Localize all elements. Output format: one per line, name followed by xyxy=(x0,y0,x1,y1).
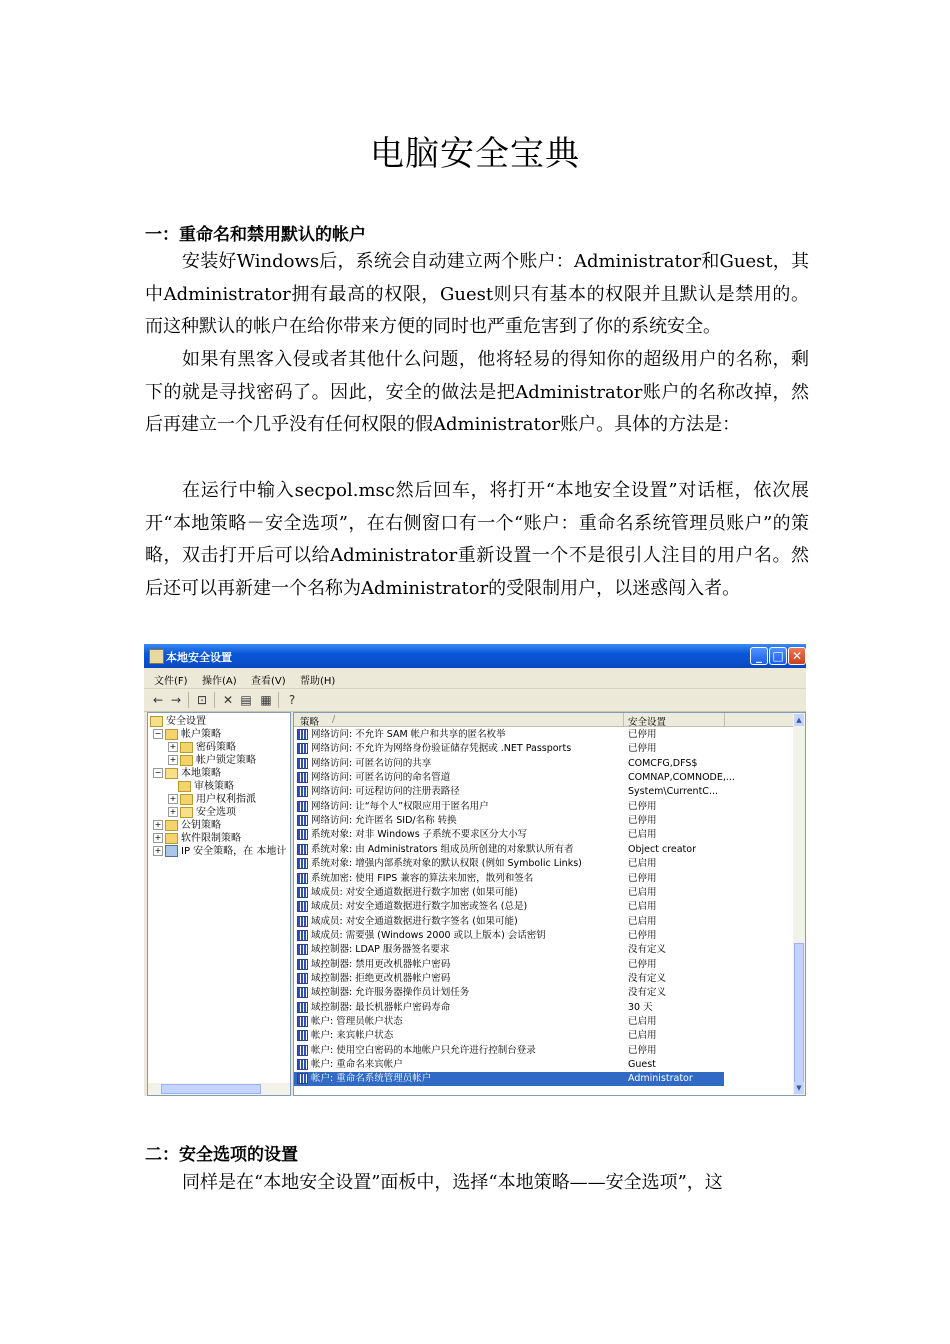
table-row[interactable] xyxy=(294,886,794,900)
table-row[interactable] xyxy=(294,1058,794,1072)
app-icon xyxy=(149,649,164,664)
back-icon[interactable]: ← xyxy=(152,693,164,707)
folder-icon xyxy=(165,820,178,831)
section-heading-1: 一：重命名和禁用默认的帐户 xyxy=(145,225,366,245)
table-row[interactable] xyxy=(294,1029,794,1043)
table-row[interactable] xyxy=(294,857,794,871)
table-row[interactable] xyxy=(294,771,794,785)
policy-name: 系统对象: 由 Administrators 组成员所创建的对象默认所有者 xyxy=(311,843,574,855)
policy-icon xyxy=(297,815,308,826)
scroll-thumb[interactable] xyxy=(161,1084,261,1094)
policy-setting: 已停用 xyxy=(628,743,657,755)
policy-name: 网络访问: 让“每个人”权限应用于匿名用户 xyxy=(311,800,489,812)
toolbar xyxy=(144,689,806,712)
table-row[interactable] xyxy=(294,972,794,986)
tree-item-local-policies[interactable]: − 本地策略 xyxy=(154,768,221,779)
policy-name: 网络访问: 不允许为网络身份验证储存凭据或 .NET Passports xyxy=(311,743,572,755)
policy-name: 网络访问: 可匿名访问的共享 xyxy=(311,757,432,769)
table-row[interactable] xyxy=(294,1015,794,1029)
policy-icon xyxy=(297,729,308,740)
collapse-icon[interactable]: − xyxy=(154,729,162,738)
policy-list-pane xyxy=(293,712,806,1096)
page-title: 电脑安全宝典 xyxy=(370,134,580,174)
policy-setting: 30 天 xyxy=(628,1001,653,1013)
folder-icon xyxy=(165,768,178,779)
policy-name: 域控制器: 拒绝更改机器帐户密码 xyxy=(311,972,451,984)
table-row[interactable] xyxy=(294,958,794,972)
policy-icon xyxy=(297,1073,308,1084)
table-row[interactable] xyxy=(294,828,794,842)
tree-item-account-lockout[interactable]: + 帐户锁定策略 xyxy=(169,755,256,766)
policy-setting: 已停用 xyxy=(628,929,657,941)
policy-name: 域成员: 对安全通道数据进行数字签名 (如果可能) xyxy=(311,915,518,927)
policy-name: 域成员: 对安全通道数据进行数字加密或签名 (总是) xyxy=(311,901,528,913)
policy-icon xyxy=(297,1030,308,1041)
paragraph-2: 如果有黑客入侵或者其他什么问题，他将轻易的得知你的超级用户的名称，剩下的就是寻找密码了。因此，安全的做法是把Administrator账户的名称改掉，然后再建立一个几乎没有任何权限的假Administrator账户。具体的方法是： xyxy=(145,349,809,436)
tree-item-security-options[interactable]: + 安全选项 xyxy=(169,807,236,818)
column-header-policy[interactable]: 策略 xyxy=(300,717,320,728)
policy-setting: 已停用 xyxy=(628,872,657,884)
policy-name: 帐户: 来宾帐户状态 xyxy=(311,1030,394,1042)
folder-icon xyxy=(180,755,193,766)
table-row[interactable] xyxy=(294,742,794,756)
table-row[interactable] xyxy=(294,785,794,799)
policy-setting: COMCFG,DFS$ xyxy=(628,757,698,769)
local-security-settings-window xyxy=(144,644,806,1096)
list-header xyxy=(294,713,794,727)
folder-icon xyxy=(178,781,191,792)
menu-bar xyxy=(144,668,806,689)
table-row[interactable] xyxy=(294,929,794,943)
policy-setting: 没有定义 xyxy=(628,987,667,999)
toolbar-separator xyxy=(278,692,279,708)
list-vertical-scrollbar[interactable] xyxy=(793,713,805,1095)
maximize-icon[interactable]: □ xyxy=(769,647,787,665)
expand-icon[interactable]: + xyxy=(154,820,162,829)
policy-name: 网络访问: 可远程访问的注册表路径 xyxy=(311,786,460,798)
policy-setting: System\CurrentC... xyxy=(628,786,718,798)
policy-setting: 已启用 xyxy=(628,829,657,841)
policy-icon xyxy=(297,1045,308,1056)
toolbar-separator xyxy=(214,692,215,708)
table-row[interactable] xyxy=(294,800,794,814)
menu-action[interactable]: 操作(A) xyxy=(202,676,237,687)
paragraph-3: 在运行中输入secpol.msc然后回车，将打开“本地安全设置”对话框，依次展开“本地策略－安全选项”，在右侧窗口有一个“账户：重命名系统管理员账户”的策略，双击打开后可以给Administrator重新设置一个不是很引人注目的用户名。然后还可以再新建一个名称为Administrator的受限制用户，以迷惑闯入者。 xyxy=(145,480,809,599)
policy-setting: 已停用 xyxy=(628,958,657,970)
policy-name: 网络访问: 允许匿名 SID/名称 转换 xyxy=(311,815,457,827)
policy-icon xyxy=(297,887,308,898)
window-title: 本地安全设置 xyxy=(166,651,232,664)
scroll-down-icon[interactable]: ▼ xyxy=(794,1082,804,1094)
policy-icon xyxy=(297,844,308,855)
table-row[interactable] xyxy=(294,872,794,886)
tree-item-public-key[interactable]: + 公钥策略 xyxy=(154,820,221,831)
up-folder-icon[interactable]: ⊡ xyxy=(196,693,208,707)
policy-setting: 已启用 xyxy=(628,886,657,898)
policy-name: 域控制器: LDAP 服务器签名要求 xyxy=(311,944,450,956)
tree-item-security-settings[interactable]: 安全设置 xyxy=(150,715,206,728)
policy-name: 网络访问: 可匿名访问的命名管道 xyxy=(311,772,451,784)
tree-item-user-rights[interactable]: + 用户权利指派 xyxy=(169,794,256,805)
policy-icon xyxy=(297,786,308,797)
expand-icon[interactable]: + xyxy=(169,807,177,816)
policy-name: 网络访问: 不允许 SAM 帐户和共享的匿名枚举 xyxy=(311,729,506,740)
table-row[interactable] xyxy=(294,900,794,914)
column-divider[interactable] xyxy=(623,713,624,726)
folder-icon xyxy=(180,794,193,805)
policy-setting: 已启用 xyxy=(628,858,657,870)
policy-setting: 没有定义 xyxy=(628,972,667,984)
policy-icon xyxy=(297,1002,308,1013)
policy-setting: 已停用 xyxy=(628,1044,657,1056)
expand-icon[interactable]: + xyxy=(154,846,162,855)
policy-setting: 已停用 xyxy=(628,800,657,812)
sort-indicator-icon: / xyxy=(332,714,336,725)
toolbar-separator xyxy=(188,692,189,708)
tree-item-password-policy[interactable]: + 密码策略 xyxy=(169,742,236,753)
close-icon[interactable]: ✕ xyxy=(788,647,806,665)
policy-icon xyxy=(297,930,308,941)
paragraph-4: 同样是在“本地安全设置”面板中，选择“本地策略——安全选项”，这 xyxy=(182,1172,723,1193)
policy-setting: 已启用 xyxy=(628,901,657,913)
policy-icon xyxy=(297,901,308,912)
tree-item-audit-policy[interactable]: 审核策略 xyxy=(178,780,234,793)
table-row[interactable] xyxy=(294,1001,794,1015)
scroll-up-icon[interactable]: ▲ xyxy=(794,714,804,726)
expand-icon[interactable]: + xyxy=(169,742,177,751)
policy-setting: Administrator xyxy=(628,1073,693,1085)
policy-icon xyxy=(297,1016,308,1027)
policy-setting: 已启用 xyxy=(628,1016,657,1027)
policy-icon xyxy=(297,916,308,927)
policy-icon xyxy=(297,772,308,783)
paragraph-1: 安装好Windows后，系统会自动建立两个账户：Administrator和Guest，其中Administrator拥有最高的权限，Guest则只有基本的权限并且默认是禁用的。而这种默认的帐户在给你带来方便的同时也严重危害到了你的系统安全。 xyxy=(145,251,809,338)
properties-icon[interactable]: ▤ xyxy=(240,693,252,707)
menu-help[interactable]: 帮助(H) xyxy=(300,676,336,687)
window-titlebar[interactable] xyxy=(144,644,806,668)
policy-name: 系统对象: 对非 Windows 子系统不要求区分大小写 xyxy=(311,829,528,841)
table-row[interactable] xyxy=(294,814,794,828)
column-divider[interactable] xyxy=(724,713,725,726)
computer-icon xyxy=(165,845,178,857)
policy-name: 帐户: 重命名系统管理员帐户 xyxy=(311,1073,432,1085)
policy-setting: 已启用 xyxy=(628,915,657,927)
policy-icon xyxy=(297,743,308,754)
policy-setting: 已停用 xyxy=(628,815,657,827)
collapse-icon[interactable]: − xyxy=(154,768,162,777)
table-row[interactable] xyxy=(294,843,794,857)
policy-icon xyxy=(297,987,308,998)
policy-icon xyxy=(297,829,308,840)
table-row[interactable] xyxy=(294,1044,794,1058)
tree-pane xyxy=(147,712,291,1096)
policy-icon xyxy=(297,1059,308,1070)
policy-icon xyxy=(297,973,308,984)
table-row[interactable] xyxy=(294,757,794,771)
expand-icon[interactable]: + xyxy=(154,833,162,842)
policy-setting: COMNAP,COMNODE,... xyxy=(628,772,735,784)
menu-file[interactable]: 文件(F) xyxy=(154,676,188,687)
forward-icon[interactable]: → xyxy=(170,693,182,707)
policy-icon xyxy=(297,758,308,769)
help-icon[interactable]: ? xyxy=(288,693,296,707)
policy-icon xyxy=(297,801,308,812)
folder-icon xyxy=(180,742,193,753)
export-list-icon[interactable]: ▦ xyxy=(260,693,272,707)
policy-name: 帐户: 使用空白密码的本地帐户只允许进行控制台登录 xyxy=(311,1044,536,1056)
expand-icon[interactable]: + xyxy=(169,794,177,803)
policy-name: 域控制器: 允许服务器操作员计划任务 xyxy=(311,987,470,999)
minimize-icon[interactable]: _ xyxy=(750,647,768,665)
policy-name: 域控制器: 禁用更改机器帐户密码 xyxy=(311,958,451,970)
expand-icon[interactable]: + xyxy=(169,755,177,764)
folder-icon xyxy=(180,807,193,818)
table-row[interactable] xyxy=(294,986,794,1000)
table-row[interactable] xyxy=(294,943,794,957)
policy-icon xyxy=(297,959,308,970)
table-row[interactable] xyxy=(294,728,794,742)
policy-setting: 已停用 xyxy=(628,729,657,740)
tree-horizontal-scrollbar[interactable] xyxy=(148,1083,290,1095)
delete-icon[interactable]: ✕ xyxy=(222,693,234,707)
tree-item-ip-security[interactable]: + IP 安全策略，在 本地计 xyxy=(154,846,287,857)
policy-icon xyxy=(297,858,308,869)
folder-icon xyxy=(150,716,163,727)
policy-name: 域成员: 对安全通道数据进行数字加密 (如果可能) xyxy=(311,886,518,898)
policy-name: 帐户: 管理员帐户状态 xyxy=(311,1016,403,1027)
tree-item-software-restriction[interactable]: + 软件限制策略 xyxy=(154,833,241,844)
policy-icon xyxy=(297,873,308,884)
table-row[interactable] xyxy=(294,1072,724,1086)
table-row[interactable] xyxy=(294,915,794,929)
menu-view[interactable]: 查看(V) xyxy=(251,676,286,687)
section-heading-2: 二：安全选项的设置 xyxy=(145,1145,298,1165)
scroll-thumb[interactable] xyxy=(794,943,804,1083)
folder-icon xyxy=(165,729,178,740)
policy-name: 帐户: 重命名来宾帐户 xyxy=(311,1059,403,1071)
policy-setting: 没有定义 xyxy=(628,944,667,956)
policy-setting: 已启用 xyxy=(628,1030,657,1042)
tree-item-account-policies[interactable]: − 帐户策略 xyxy=(154,729,221,740)
policy-name: 域成员: 需要强 (Windows 2000 或以上版本) 会话密钥 xyxy=(311,929,546,941)
folder-icon xyxy=(165,833,178,844)
policy-setting: Object creator xyxy=(628,843,696,855)
policy-icon xyxy=(297,944,308,955)
policy-setting: Guest xyxy=(628,1059,656,1071)
column-header-setting[interactable]: 安全设置 xyxy=(628,717,667,728)
policy-name: 系统对象: 增强内部系统对象的默认权限 (例如 Symbolic Links) xyxy=(311,858,582,870)
policy-name: 系统加密: 使用 FIPS 兼容的算法来加密，散列和签名 xyxy=(311,872,534,884)
policy-name: 域控制器: 最长机器帐户密码寿命 xyxy=(311,1001,451,1013)
